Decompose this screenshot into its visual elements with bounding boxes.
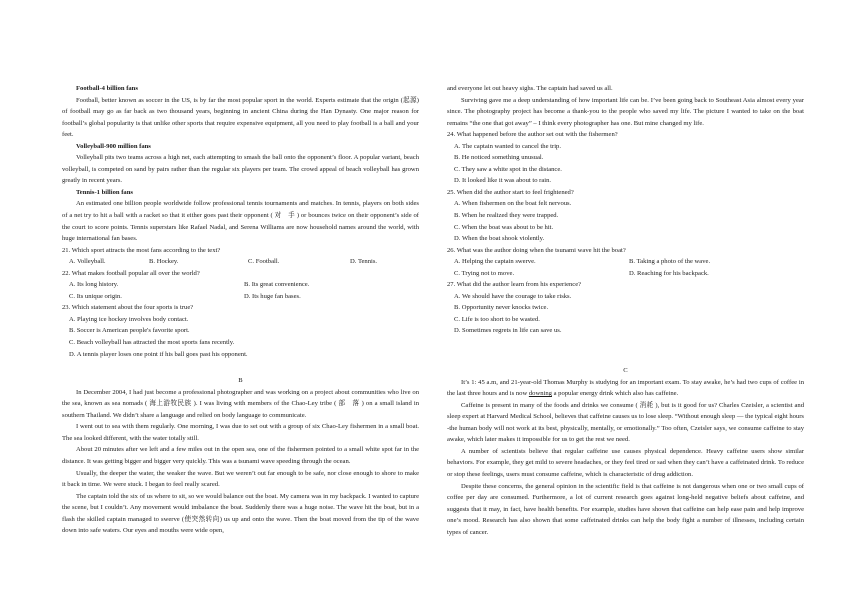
option: B. Taking a photo of the wave. [629,258,711,266]
question-24: 24. What happened before the author set out with the fishermen? [447,131,618,139]
option: D. Tennis. [350,258,378,266]
option: B. When he realized they were trapped. [454,212,559,220]
question-21-options [62,256,419,268]
tennis-paragraph: An estimated one billion people worldwide follow professional tennis tournaments and matches. In tennis, players on both sides of a net try to hit a ball with a racket so that it either goes past their opponent ( 对 手 ) or bounces twice on their opponent’s side of the court to score points. Tennis superstars like Rafael Nadal, and Serena Williams are now household names around the world, with huge international fan bases. [62,200,419,243]
football-heading: Football-4 billion fans [76,85,138,92]
option: B. Its great convenience. [244,281,310,289]
passage-b-paragraph: In December 2004, I had just become a professional photographer and was working on a project about communities who live on the sea, known as sea nomads ( 海上游牧民族 ). I was living with members of the Chao-Ley tribe ( 部 落 ) on a small island in southern Thailand. We didn’t share a language and relied on body language to communicate. [62,388,419,419]
left-column [62,83,419,537]
underlined-word: downing [528,390,552,398]
volleyball-paragraph: Volleyball pits two teams across a high net, each attempting to smash the ball onto the opponent’s floor. A popular variant, beach volleyball, is competed on sand by pairs rather than the regular six players per team. The crowd appeal of beach volleyball has grown greatly in recent years. [62,154,419,185]
option: A. The captain wanted to cancel the trip. [454,142,561,150]
passage-c-paragraph: Caffeine is present in many of the foods and drinks we consume ( 消耗 ), but is it good for us? Charles Czeisler, a scientist and sleep expert at Harvard Medical School, believes that caffeine causes us to lose sleep. “Without enough sleep — the typical eight hours -the human body will not work at its best, physically, mentally, or emotionally.” Too often, Czeisler says, we consume caffeine to stay awake, which later makes it impossible for us to get the rest we need. [447,401,804,444]
question-22-options-row [62,291,419,303]
option: A. Volleyball. [69,258,106,266]
option: C. They saw a white spot in the distance. [454,165,562,173]
passage-b-paragraph: Surviving gave me a deep understanding of how important life can be. I’ve been going back to Southeast Asia almost every year since. The photography project has become a thank-you to the people who saved my life. The picture I wanted to take on the boat remains “the one that got away” – I think every photographer has one. But mine changed my life. [447,96,804,127]
question-25: 25. When did the author start to feel frightened? [447,188,574,196]
option: D. Its huge fan bases. [244,292,301,300]
question-27: 27. What did the author learn from his experience? [447,281,582,289]
option: B. Opportunity never knocks twice. [454,304,549,312]
passage-b-paragraph: The captain told the six of us where to sit, so we would balance out the boat. My camera was in my backpack. I wanted to capture the scene, but I couldn’t. Any movement would imbalance the boat. Suddenly there was a huge noise. The wave hit the boat, but in a flash the skilled captain managed to swerve (使突然转向) us up and onto the wave. Then the boat moved from the tip of the wave down into safe waters. Our eyes and mouths were wide open, [62,492,419,535]
passage-b-paragraph: I went out to sea with them regularly. One morning, I was due to set out with a group of six Chao-Ley fishermen in a small boat. The sea looked different, with the water totally still. [62,423,419,442]
passage-b-paragraph: and everyone let out heavy sighs. The captain had saved us all. [447,85,613,92]
passage-c-paragraph: A number of scientists believe that regular caffeine use causes physical dependence. Heavy caffeine users show similar behaviors. For example, they get mild to severe headaches, or they feel tired or sad when they can’t have a caffeinated drink. To reduce or stop these feelings, users must consume caffeine, which is characteristic of drug addiction. [447,447,804,478]
question-22: 22. What makes football popular all over the world? [62,269,200,277]
option: D. When the boat shook violently. [454,235,545,243]
question-26-options-row [447,256,804,268]
football-paragraph: Football, better known as soccer in the US, is by far the most popular sport in the world. Experts estimate that the origin (起源) of football may go as far back as two thousand years, beginning in ancient China during the Han Dynasty. One major reason for football’s global popularity is that unlike other sports that require expensive equipment, all you need to play football is a ball and your feet. [62,96,419,139]
option: A. Playing ice hockey involves body contact. [69,315,189,323]
option: A. Its long history. [69,281,119,289]
option: C. When the boat was about to be hit. [454,223,554,231]
option: C. Beach volleyball has attracted the most sports fans recently. [69,339,235,347]
spacer [62,360,419,375]
section-b-heading: B [238,377,243,385]
passage-c-paragraph: Despite these concerns, the general opinion in the scientific field is that caffeine is not dangerous when one or two small cups of coffee per day are consumed. Furthermore, a lot of current research goes against long-held negative beliefs about caffeine, and suggests that it may, in fact, have health benefits. For example, studies have shown that caffeine can help ease pain and help improve one’s mood. Research has also shown that some caffeinated drinks can help the body fight a number of illnesses, including certain types of cancer. [447,482,804,536]
volleyball-heading: Volleyball-900 million fans [76,142,151,150]
option: C. Life is too short to be wasted. [454,315,540,323]
tennis-heading: Tennis-1 billion fans [76,188,133,196]
option: D. A tennis player loses one point if his ball goes past his opponent. [69,350,248,358]
question-26: 26. What was the author doing when the tsunami wave hit the boat? [447,246,626,254]
passage-b-paragraph: Usually, the deeper the water, the weaker the wave. But we weren’t out far enough to be safe, nor close enough to shore to make it back in time. We were stuck. I began to feel really scared. [62,469,419,489]
passage-c-paragraph [447,377,804,400]
question-26-options-row [447,268,804,280]
option: B. Soccer is American people's favorite sport. [69,327,190,335]
option: A. When fishermen on the boat felt nervous. [454,200,572,208]
right-column [447,83,804,538]
question-22-options-row [62,279,419,291]
text-run: a popular energy drink which also has caffeine. [551,390,679,398]
option: D. Reaching for his backpack. [629,269,709,277]
passage-b-paragraph: About 20 minutes after we left and a few miles out in the open sea, one of the fishermen pointed to a small white spot far in the distance. It was getting bigger and bigger very quickly. This was a tsunami wave speeding through the ocean. [62,446,419,465]
option: C. Its unique origin. [69,292,122,300]
option: B. Hockey. [149,258,179,266]
question-21: 21. Which sport attracts the most fans according to the text? [62,246,221,254]
option: C. Football. [248,258,280,266]
option: D. Sometimes regrets in life can save us. [454,327,562,335]
section-c-heading: C [623,367,628,375]
spacer [447,337,804,365]
option: C. Trying not to move. [454,269,515,277]
option: D. It looked like it was about to rain. [454,177,552,185]
text-run: It’s 1: 45 a.m, and 21-year-old Thomas Murphy is studying for an important exam. To stay awake, he’s had two cups of coffee in the last three hours and is now [447,378,804,398]
option: B. He noticed something unusual. [454,154,544,162]
option: A. Helping the captain swerve. [454,258,536,266]
question-23: 23. Which statement about the four sports is true? [62,304,194,312]
option: A. We should have the courage to take risks. [454,292,572,300]
